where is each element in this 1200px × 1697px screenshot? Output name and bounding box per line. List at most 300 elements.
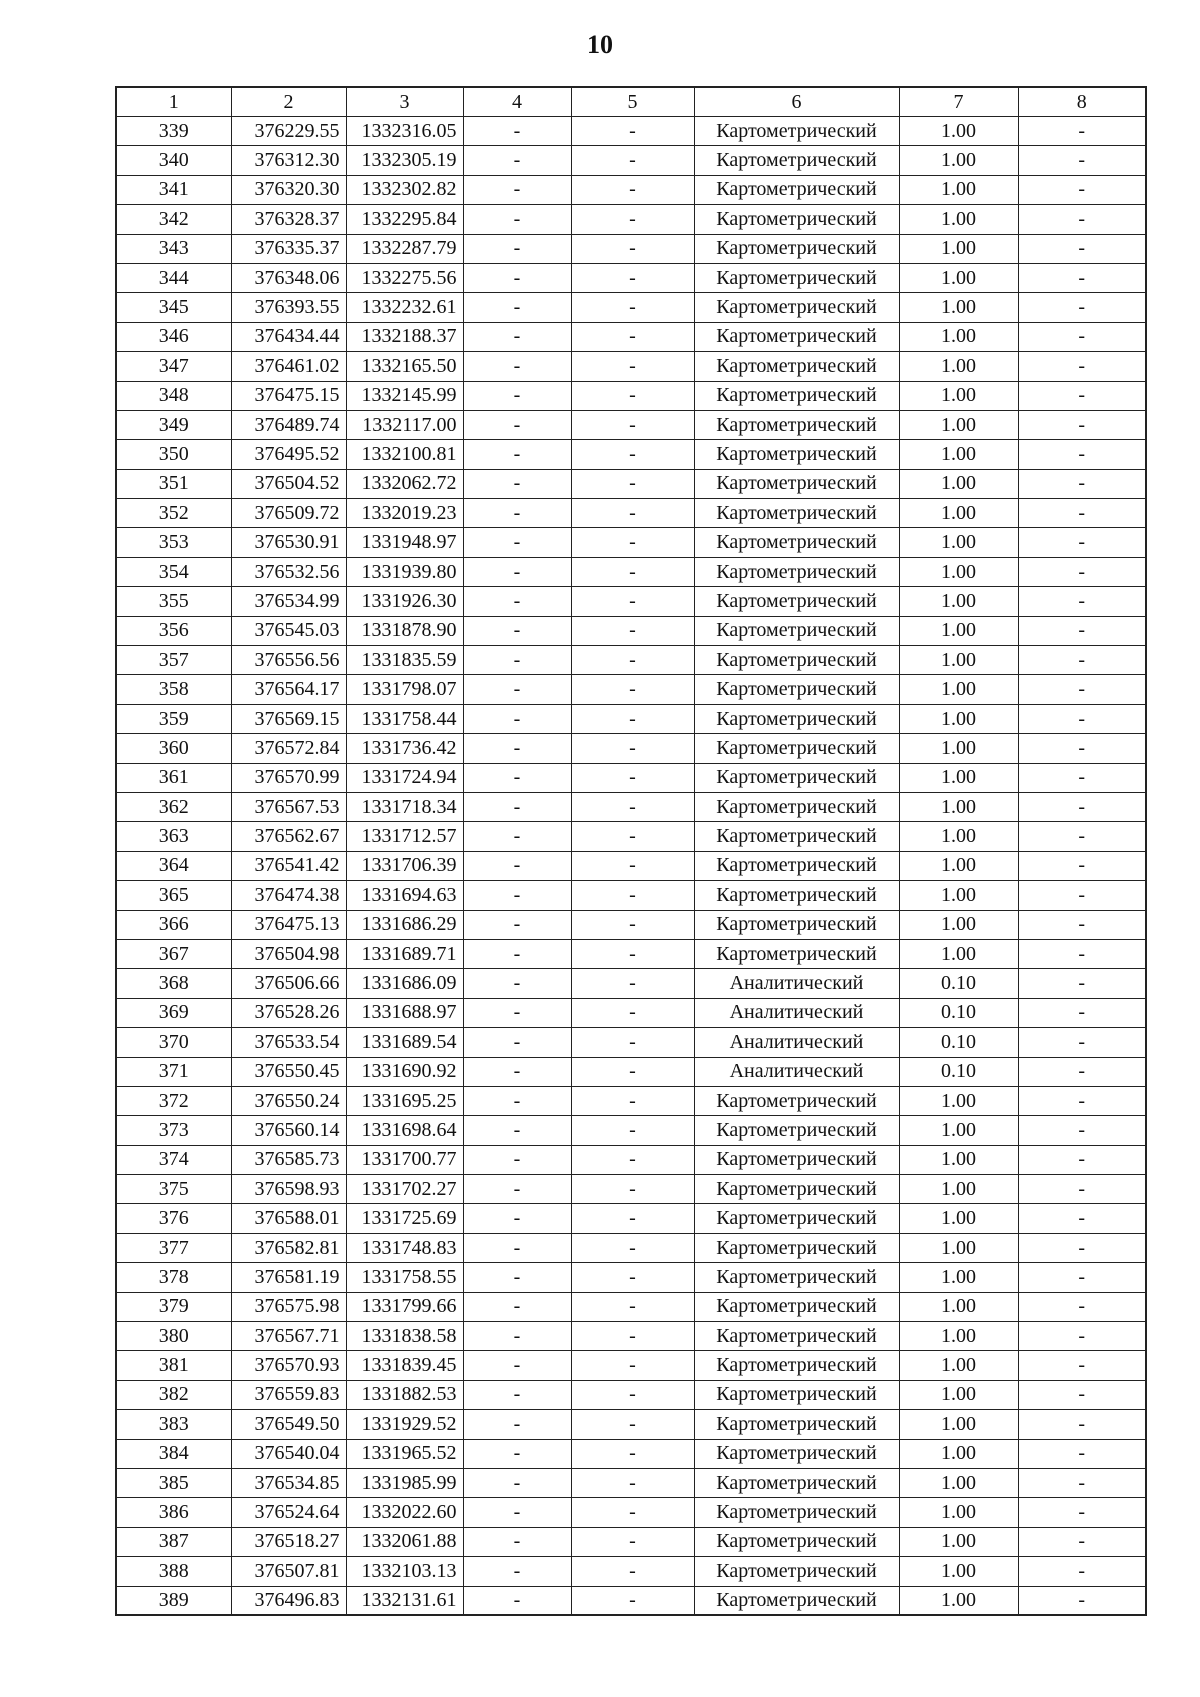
accuracy-cell: 1.00 (899, 792, 1018, 821)
col4-cell: - (463, 146, 571, 175)
x-coordinate-cell: 376532.56 (231, 557, 346, 586)
col5-cell: - (571, 1116, 694, 1145)
y-coordinate-cell: 1331926.30 (346, 587, 463, 616)
table-row (116, 587, 1146, 616)
method-cell: Картометрический (694, 499, 899, 528)
x-coordinate-cell: 376550.45 (231, 1057, 346, 1086)
method-cell: Картометрический (694, 1410, 899, 1439)
x-coordinate-cell: 376320.30 (231, 175, 346, 204)
col5-cell: - (571, 1233, 694, 1262)
table-row (116, 528, 1146, 557)
col4-cell: - (463, 646, 571, 675)
col8-cell: - (1018, 910, 1146, 939)
method-cell: Картометрический (694, 587, 899, 616)
accuracy-cell: 1.00 (899, 469, 1018, 498)
point-number-cell: 385 (116, 1468, 231, 1497)
col5-cell: - (571, 293, 694, 322)
x-coordinate-cell: 376393.55 (231, 293, 346, 322)
method-cell: Картометрический (694, 322, 899, 351)
table-row (116, 1086, 1146, 1115)
table-row (116, 469, 1146, 498)
col5-cell: - (571, 1057, 694, 1086)
method-cell: Картометрический (694, 1527, 899, 1556)
page-number: 10 (587, 30, 613, 59)
col4-cell: - (463, 616, 571, 645)
col8-cell: - (1018, 263, 1146, 292)
point-number-cell: 355 (116, 587, 231, 616)
point-number-cell: 345 (116, 293, 231, 322)
method-cell: Картометрический (694, 440, 899, 469)
accuracy-cell: 1.00 (899, 1557, 1018, 1586)
col4-cell: - (463, 792, 571, 821)
col8-cell: - (1018, 1086, 1146, 1115)
col4-cell: - (463, 704, 571, 733)
column-header: 1 (116, 87, 231, 117)
col5-cell: - (571, 1204, 694, 1233)
point-number-cell: 384 (116, 1439, 231, 1468)
x-coordinate-cell: 376570.99 (231, 763, 346, 792)
y-coordinate-cell: 1332022.60 (346, 1498, 463, 1527)
point-number-cell: 349 (116, 410, 231, 439)
point-number-cell: 363 (116, 822, 231, 851)
x-coordinate-cell: 376504.98 (231, 939, 346, 968)
point-number-cell: 354 (116, 557, 231, 586)
method-cell: Картометрический (694, 557, 899, 586)
x-coordinate-cell: 376506.66 (231, 969, 346, 998)
coordinates-table (115, 86, 1147, 1616)
col8-cell: - (1018, 998, 1146, 1027)
col4-cell: - (463, 1380, 571, 1409)
x-coordinate-cell: 376541.42 (231, 851, 346, 880)
method-cell: Аналитический (694, 969, 899, 998)
method-cell: Картометрический (694, 263, 899, 292)
column-header: 3 (346, 87, 463, 117)
y-coordinate-cell: 1331702.27 (346, 1175, 463, 1204)
col4-cell: - (463, 293, 571, 322)
accuracy-cell: 1.00 (899, 1498, 1018, 1527)
table-row (116, 1557, 1146, 1586)
accuracy-cell: 0.10 (899, 969, 1018, 998)
col8-cell: - (1018, 1557, 1146, 1586)
accuracy-cell: 1.00 (899, 352, 1018, 381)
table-row (116, 1292, 1146, 1321)
accuracy-cell: 1.00 (899, 1116, 1018, 1145)
accuracy-cell: 1.00 (899, 851, 1018, 880)
col8-cell: - (1018, 175, 1146, 204)
col5-cell: - (571, 763, 694, 792)
x-coordinate-cell: 376474.38 (231, 881, 346, 910)
col8-cell: - (1018, 763, 1146, 792)
col4-cell: - (463, 851, 571, 880)
y-coordinate-cell: 1331698.64 (346, 1116, 463, 1145)
accuracy-cell: 1.00 (899, 734, 1018, 763)
accuracy-cell: 1.00 (899, 381, 1018, 410)
point-number-cell: 362 (116, 792, 231, 821)
col5-cell: - (571, 557, 694, 586)
col5-cell: - (571, 646, 694, 675)
table-row (116, 1498, 1146, 1527)
y-coordinate-cell: 1331798.07 (346, 675, 463, 704)
x-coordinate-cell: 376434.44 (231, 322, 346, 351)
table-row (116, 998, 1146, 1027)
x-coordinate-cell: 376461.02 (231, 352, 346, 381)
accuracy-cell: 1.00 (899, 1175, 1018, 1204)
method-cell: Картометрический (694, 1468, 899, 1497)
col4-cell: - (463, 499, 571, 528)
point-number-cell: 365 (116, 881, 231, 910)
method-cell: Картометрический (694, 234, 899, 263)
col8-cell: - (1018, 1116, 1146, 1145)
point-number-cell: 343 (116, 234, 231, 263)
accuracy-cell: 1.00 (899, 1351, 1018, 1380)
col5-cell: - (571, 1292, 694, 1321)
col8-cell: - (1018, 1380, 1146, 1409)
x-coordinate-cell: 376524.64 (231, 1498, 346, 1527)
y-coordinate-cell: 1332188.37 (346, 322, 463, 351)
table-row (116, 910, 1146, 939)
method-cell: Картометрический (694, 1204, 899, 1233)
table-row (116, 322, 1146, 351)
method-cell: Картометрический (694, 1292, 899, 1321)
col4-cell: - (463, 557, 571, 586)
table-row (116, 822, 1146, 851)
x-coordinate-cell: 376585.73 (231, 1145, 346, 1174)
col8-cell: - (1018, 822, 1146, 851)
point-number-cell: 347 (116, 352, 231, 381)
y-coordinate-cell: 1331965.52 (346, 1439, 463, 1468)
accuracy-cell: 1.00 (899, 1322, 1018, 1351)
method-cell: Картометрический (694, 822, 899, 851)
point-number-cell: 383 (116, 1410, 231, 1439)
y-coordinate-cell: 1332100.81 (346, 440, 463, 469)
x-coordinate-cell: 376549.50 (231, 1410, 346, 1439)
y-coordinate-cell: 1332145.99 (346, 381, 463, 410)
method-cell: Аналитический (694, 998, 899, 1027)
x-coordinate-cell: 376598.93 (231, 1175, 346, 1204)
y-coordinate-cell: 1332275.56 (346, 263, 463, 292)
col8-cell: - (1018, 616, 1146, 645)
point-number-cell: 341 (116, 175, 231, 204)
point-number-cell: 369 (116, 998, 231, 1027)
column-header: 6 (694, 87, 899, 117)
x-coordinate-cell: 376229.55 (231, 117, 346, 146)
col5-cell: - (571, 440, 694, 469)
col5-cell: - (571, 469, 694, 498)
accuracy-cell: 1.00 (899, 1263, 1018, 1292)
col5-cell: - (571, 410, 694, 439)
method-cell: Картометрический (694, 646, 899, 675)
col8-cell: - (1018, 117, 1146, 146)
accuracy-cell: 1.00 (899, 322, 1018, 351)
col8-cell: - (1018, 851, 1146, 880)
point-number-cell: 376 (116, 1204, 231, 1233)
y-coordinate-cell: 1331948.97 (346, 528, 463, 557)
accuracy-cell: 1.00 (899, 1145, 1018, 1174)
x-coordinate-cell: 376348.06 (231, 263, 346, 292)
accuracy-cell: 1.00 (899, 499, 1018, 528)
point-number-cell: 344 (116, 263, 231, 292)
y-coordinate-cell: 1332287.79 (346, 234, 463, 263)
col5-cell: - (571, 675, 694, 704)
col4-cell: - (463, 381, 571, 410)
method-cell: Картометрический (694, 293, 899, 322)
col4-cell: - (463, 763, 571, 792)
point-number-cell: 342 (116, 205, 231, 234)
col8-cell: - (1018, 440, 1146, 469)
col4-cell: - (463, 1586, 571, 1615)
table-row (116, 1175, 1146, 1204)
column-header: 4 (463, 87, 571, 117)
col4-cell: - (463, 1439, 571, 1468)
method-cell: Картометрический (694, 1322, 899, 1351)
point-number-cell: 373 (116, 1116, 231, 1145)
method-cell: Картометрический (694, 734, 899, 763)
col8-cell: - (1018, 1439, 1146, 1468)
y-coordinate-cell: 1331695.25 (346, 1086, 463, 1115)
col4-cell: - (463, 1233, 571, 1262)
x-coordinate-cell: 376518.27 (231, 1527, 346, 1556)
y-coordinate-cell: 1331799.66 (346, 1292, 463, 1321)
col8-cell: - (1018, 352, 1146, 381)
y-coordinate-cell: 1331688.97 (346, 998, 463, 1027)
col8-cell: - (1018, 1233, 1146, 1262)
table-row (116, 763, 1146, 792)
x-coordinate-cell: 376581.19 (231, 1263, 346, 1292)
y-coordinate-cell: 1332103.13 (346, 1557, 463, 1586)
col4-cell: - (463, 1468, 571, 1497)
y-coordinate-cell: 1332302.82 (346, 175, 463, 204)
col8-cell: - (1018, 499, 1146, 528)
col4-cell: - (463, 469, 571, 498)
table-row (116, 1468, 1146, 1497)
accuracy-cell: 1.00 (899, 587, 1018, 616)
col4-cell: - (463, 1086, 571, 1115)
col8-cell: - (1018, 881, 1146, 910)
col5-cell: - (571, 1086, 694, 1115)
col4-cell: - (463, 234, 571, 263)
col4-cell: - (463, 175, 571, 204)
col4-cell: - (463, 910, 571, 939)
point-number-cell: 366 (116, 910, 231, 939)
col5-cell: - (571, 175, 694, 204)
col8-cell: - (1018, 528, 1146, 557)
col8-cell: - (1018, 205, 1146, 234)
table-row (116, 352, 1146, 381)
table-row (116, 616, 1146, 645)
x-coordinate-cell: 376475.15 (231, 381, 346, 410)
col4-cell: - (463, 1557, 571, 1586)
y-coordinate-cell: 1331724.94 (346, 763, 463, 792)
accuracy-cell: 1.00 (899, 704, 1018, 733)
method-cell: Картометрический (694, 881, 899, 910)
col8-cell: - (1018, 1322, 1146, 1351)
y-coordinate-cell: 1332316.05 (346, 117, 463, 146)
col5-cell: - (571, 1557, 694, 1586)
method-cell: Картометрический (694, 146, 899, 175)
y-coordinate-cell: 1331882.53 (346, 1380, 463, 1409)
accuracy-cell: 1.00 (899, 117, 1018, 146)
col4-cell: - (463, 205, 571, 234)
col8-cell: - (1018, 322, 1146, 351)
col5-cell: - (571, 881, 694, 910)
col5-cell: - (571, 587, 694, 616)
x-coordinate-cell: 376496.83 (231, 1586, 346, 1615)
table-row (116, 175, 1146, 204)
method-cell: Картометрический (694, 1116, 899, 1145)
col4-cell: - (463, 998, 571, 1027)
accuracy-cell: 1.00 (899, 1233, 1018, 1262)
col5-cell: - (571, 734, 694, 763)
point-number-cell: 339 (116, 117, 231, 146)
method-cell: Картометрический (694, 205, 899, 234)
table-row (116, 381, 1146, 410)
col4-cell: - (463, 1292, 571, 1321)
col5-cell: - (571, 263, 694, 292)
table-row (116, 704, 1146, 733)
method-cell: Картометрический (694, 381, 899, 410)
point-number-cell: 388 (116, 1557, 231, 1586)
table-row (116, 881, 1146, 910)
col5-cell: - (571, 499, 694, 528)
col8-cell: - (1018, 792, 1146, 821)
x-coordinate-cell: 376588.01 (231, 1204, 346, 1233)
method-cell: Аналитический (694, 1028, 899, 1057)
accuracy-cell: 1.00 (899, 763, 1018, 792)
x-coordinate-cell: 376562.67 (231, 822, 346, 851)
col5-cell: - (571, 1175, 694, 1204)
method-cell: Картометрический (694, 410, 899, 439)
table-row (116, 1410, 1146, 1439)
column-header: 2 (231, 87, 346, 117)
method-cell: Картометрический (694, 1233, 899, 1262)
col8-cell: - (1018, 557, 1146, 586)
x-coordinate-cell: 376489.74 (231, 410, 346, 439)
method-cell: Картометрический (694, 175, 899, 204)
x-coordinate-cell: 376509.72 (231, 499, 346, 528)
point-number-cell: 348 (116, 381, 231, 410)
method-cell: Картометрический (694, 1263, 899, 1292)
col4-cell: - (463, 1527, 571, 1556)
table-row (116, 1586, 1146, 1615)
column-header: 5 (571, 87, 694, 117)
accuracy-cell: 1.00 (899, 822, 1018, 851)
method-cell: Картометрический (694, 1380, 899, 1409)
y-coordinate-cell: 1332117.00 (346, 410, 463, 439)
x-coordinate-cell: 376534.85 (231, 1468, 346, 1497)
y-coordinate-cell: 1332061.88 (346, 1527, 463, 1556)
x-coordinate-cell: 376540.04 (231, 1439, 346, 1468)
col8-cell: - (1018, 1263, 1146, 1292)
accuracy-cell: 1.00 (899, 234, 1018, 263)
y-coordinate-cell: 1331758.55 (346, 1263, 463, 1292)
table-row (116, 499, 1146, 528)
method-cell: Картометрический (694, 528, 899, 557)
accuracy-cell: 1.00 (899, 675, 1018, 704)
x-coordinate-cell: 376575.98 (231, 1292, 346, 1321)
column-header: 8 (1018, 87, 1146, 117)
accuracy-cell: 1.00 (899, 939, 1018, 968)
accuracy-cell: 1.00 (899, 881, 1018, 910)
y-coordinate-cell: 1332305.19 (346, 146, 463, 175)
col4-cell: - (463, 1263, 571, 1292)
col8-cell: - (1018, 734, 1146, 763)
y-coordinate-cell: 1331700.77 (346, 1145, 463, 1174)
col5-cell: - (571, 1380, 694, 1409)
point-number-cell: 370 (116, 1028, 231, 1057)
table-row (116, 557, 1146, 586)
col8-cell: - (1018, 939, 1146, 968)
y-coordinate-cell: 1331725.69 (346, 1204, 463, 1233)
accuracy-cell: 1.00 (899, 528, 1018, 557)
col4-cell: - (463, 1116, 571, 1145)
col8-cell: - (1018, 1145, 1146, 1174)
x-coordinate-cell: 376545.03 (231, 616, 346, 645)
col5-cell: - (571, 910, 694, 939)
y-coordinate-cell: 1331839.45 (346, 1351, 463, 1380)
table-row (116, 792, 1146, 821)
accuracy-cell: 0.10 (899, 1028, 1018, 1057)
table-row (116, 675, 1146, 704)
x-coordinate-cell: 376534.99 (231, 587, 346, 616)
y-coordinate-cell: 1332131.61 (346, 1586, 463, 1615)
method-cell: Картометрический (694, 117, 899, 146)
col4-cell: - (463, 528, 571, 557)
accuracy-cell: 1.00 (899, 205, 1018, 234)
col4-cell: - (463, 969, 571, 998)
table-row (116, 410, 1146, 439)
y-coordinate-cell: 1332019.23 (346, 499, 463, 528)
col4-cell: - (463, 410, 571, 439)
x-coordinate-cell: 376572.84 (231, 734, 346, 763)
col8-cell: - (1018, 969, 1146, 998)
col5-cell: - (571, 851, 694, 880)
method-cell: Картометрический (694, 763, 899, 792)
x-coordinate-cell: 376570.93 (231, 1351, 346, 1380)
y-coordinate-cell: 1331878.90 (346, 616, 463, 645)
col5-cell: - (571, 1586, 694, 1615)
y-coordinate-cell: 1332062.72 (346, 469, 463, 498)
y-coordinate-cell: 1331689.71 (346, 939, 463, 968)
col4-cell: - (463, 1204, 571, 1233)
col5-cell: - (571, 1263, 694, 1292)
table-row (116, 1233, 1146, 1262)
col4-cell: - (463, 1057, 571, 1086)
method-cell: Аналитический (694, 1057, 899, 1086)
x-coordinate-cell: 376504.52 (231, 469, 346, 498)
col8-cell: - (1018, 293, 1146, 322)
y-coordinate-cell: 1332295.84 (346, 205, 463, 234)
point-number-cell: 375 (116, 1175, 231, 1204)
table-row (116, 1380, 1146, 1409)
col4-cell: - (463, 675, 571, 704)
y-coordinate-cell: 1331835.59 (346, 646, 463, 675)
col8-cell: - (1018, 1527, 1146, 1556)
col5-cell: - (571, 1527, 694, 1556)
x-coordinate-cell: 376556.56 (231, 646, 346, 675)
method-cell: Картометрический (694, 1145, 899, 1174)
point-number-cell: 340 (116, 146, 231, 175)
col5-cell: - (571, 1498, 694, 1527)
x-coordinate-cell: 376475.13 (231, 910, 346, 939)
x-coordinate-cell: 376564.17 (231, 675, 346, 704)
y-coordinate-cell: 1331985.99 (346, 1468, 463, 1497)
point-number-cell: 378 (116, 1263, 231, 1292)
point-number-cell: 356 (116, 616, 231, 645)
x-coordinate-cell: 376328.37 (231, 205, 346, 234)
accuracy-cell: 1.00 (899, 1292, 1018, 1321)
method-cell: Картометрический (694, 704, 899, 733)
col8-cell: - (1018, 1410, 1146, 1439)
